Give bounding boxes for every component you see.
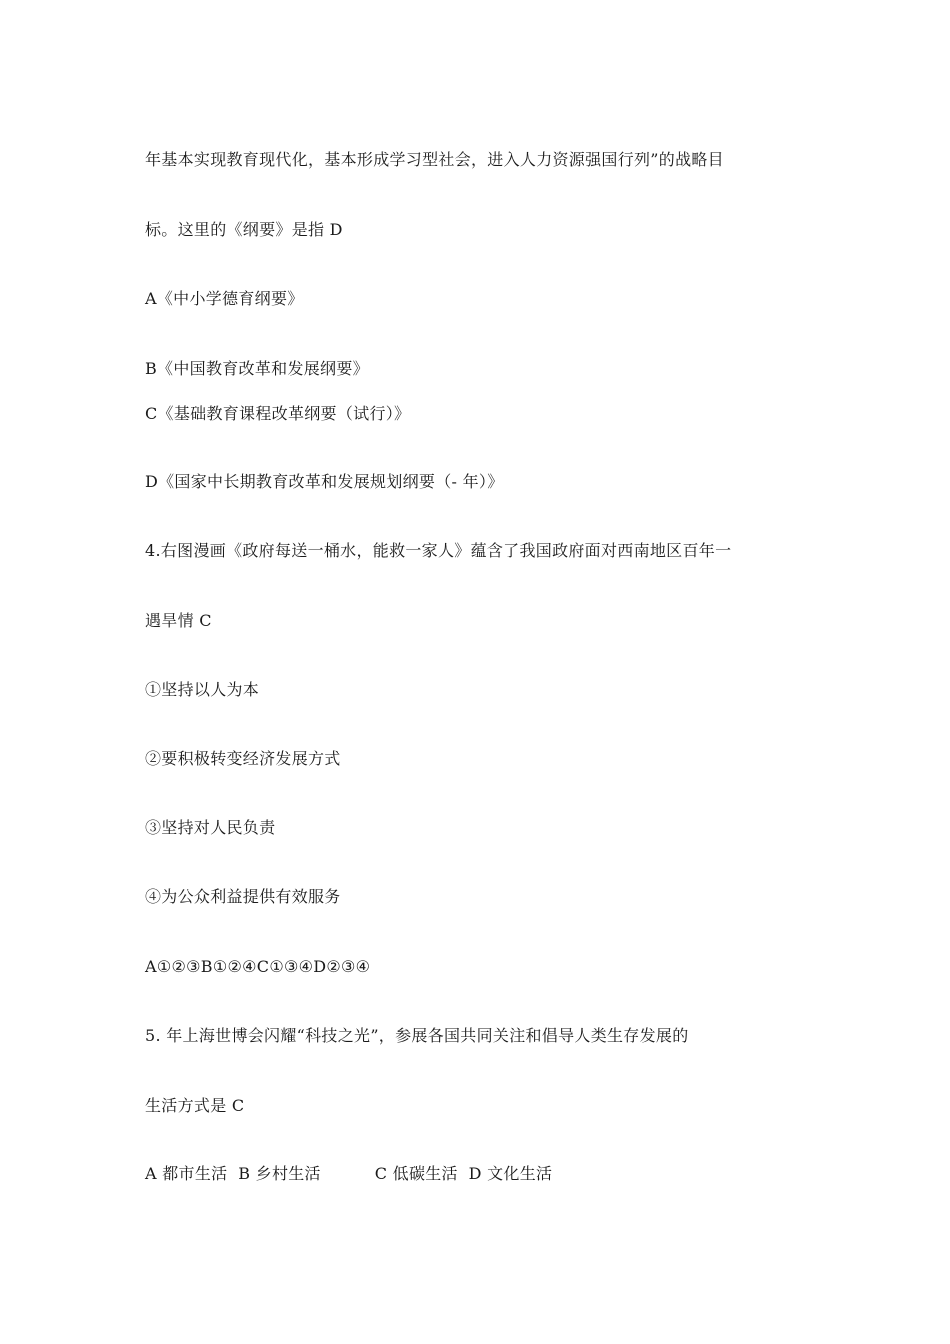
question-4-text-line-1: 4.右图漫画《政府每送一桶水，能救一家人》蕴含了我国政府面对西南地区百年一	[145, 541, 732, 560]
question-3-text-line-2: 标。这里的《纲要》是指 D	[145, 220, 343, 239]
question-5-options: A 都市生活 B 乡村生活 C 低碳生活 D 文化生活	[145, 1164, 553, 1183]
question-4-statement-2: ②要积极转变经济发展方式	[145, 749, 341, 768]
question-3-option-a: A《中小学德育纲要》	[145, 289, 304, 308]
question-4-text-line-2: 遇旱情 C	[145, 611, 212, 630]
question-3-option-d: D《国家中长期教育改革和发展规划纲要（- 年）》	[145, 472, 504, 491]
question-4-statement-4: ④为公众利益提供有效服务	[145, 887, 341, 906]
question-4-statement-3: ③坚持对人民负责	[145, 818, 276, 837]
question-3-option-b: B《中国教育改革和发展纲要》	[145, 359, 369, 378]
question-3-text-line-1: 年基本实现教育现代化，基本形成学习型社会，进入人力资源强国行列”的战略目	[145, 150, 724, 169]
question-4-options: A①②③B①②④C①③④D②③④	[145, 957, 371, 976]
question-3-option-c: C《基础教育课程改革纲要（试行）》	[145, 404, 411, 423]
question-5-text-line-1: 5. 年上海世博会闪耀“科技之光”，参展各国共同关注和倡导人类生存发展的	[145, 1026, 689, 1045]
question-4-statement-1: ①坚持以人为本	[145, 680, 260, 699]
question-5-text-line-2: 生活方式是 C	[145, 1096, 245, 1115]
